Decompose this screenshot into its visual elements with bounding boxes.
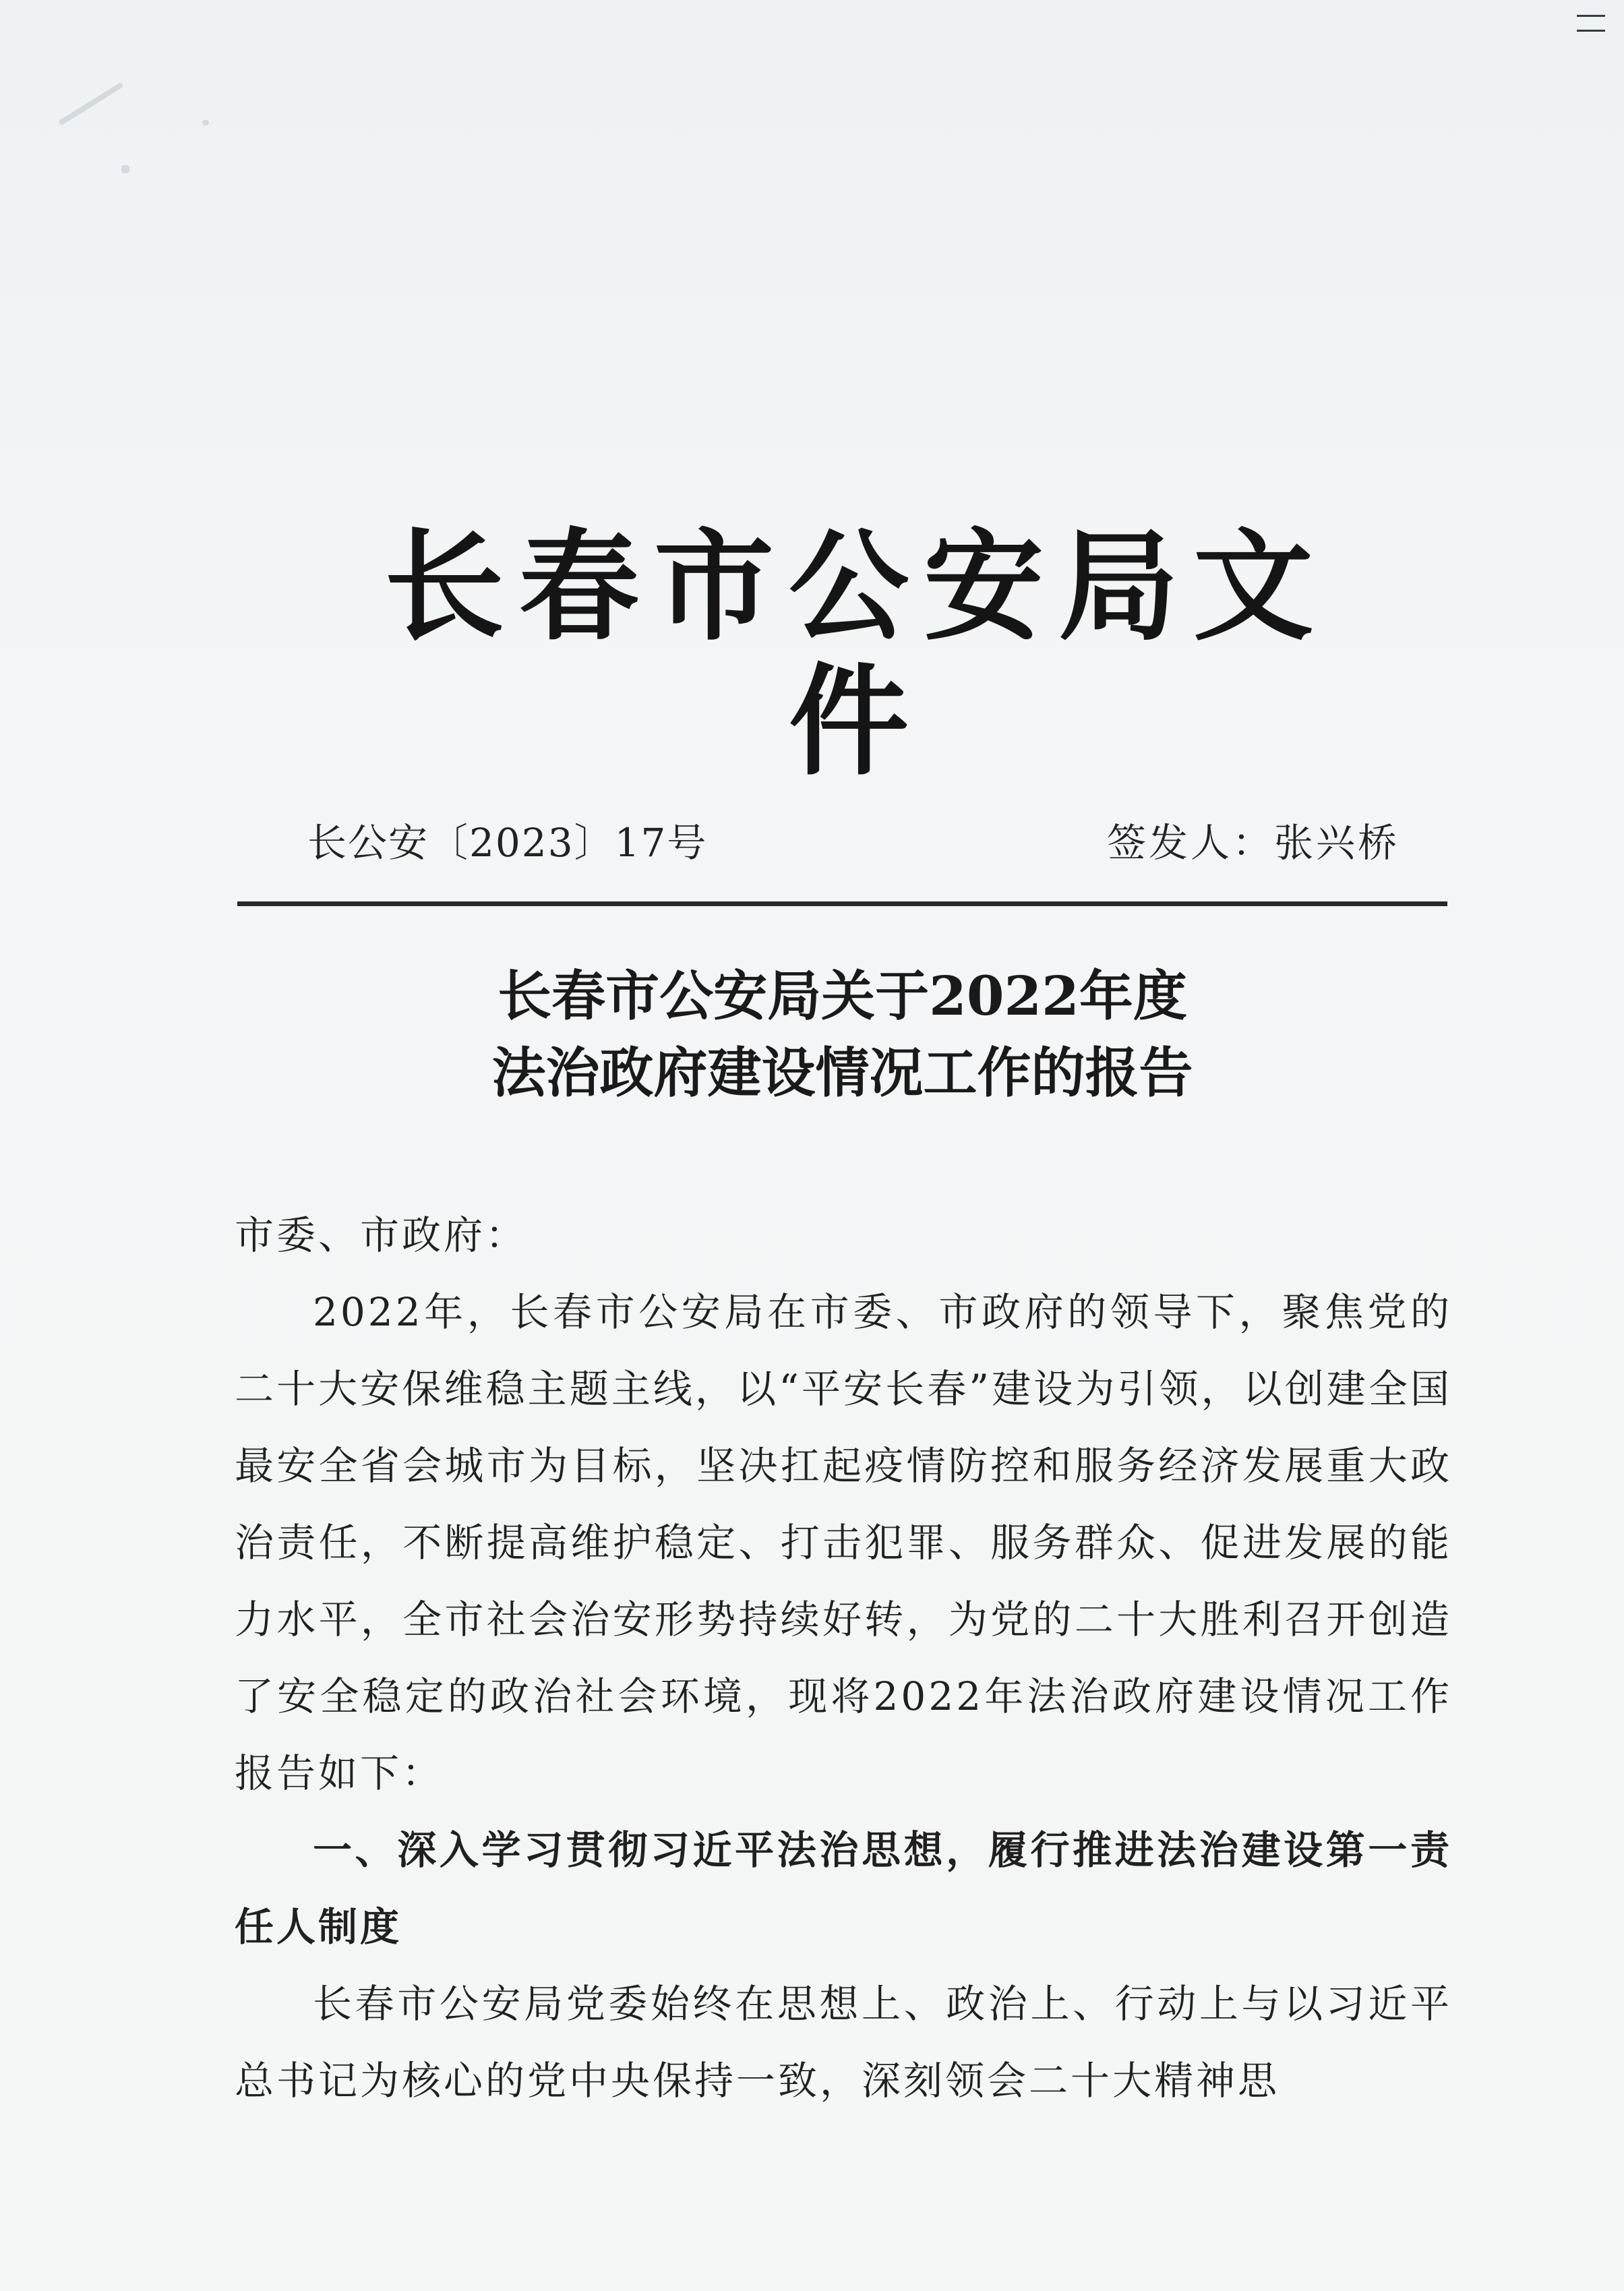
header-rule [237,901,1447,906]
scan-artifact [202,120,209,125]
scan-edge-mark [1577,15,1605,17]
document-header: 长春市公安局文件 [384,516,1328,792]
title-line-1: 长春市公安局关于2022年度 [498,964,1187,1028]
salutation: 市委、市政府： [235,1212,528,1258]
scan-artifact [58,82,124,125]
issuer: 签发人：张兴桥 [1106,820,1400,866]
reference-row [307,816,1400,870]
scan-artifact [121,165,129,173]
paragraph-1: 2022年，长春市公安局在市委、市政府的领导下，聚焦党的二十大安保维稳主题主线，以“平安长春”建设为引领，以创建全国最安全省会城市为目标，坚决扛起疫情防控和服务经济发展重大政治责任，不断提高维护稳定、打击犯罪、服务群众、促进发展的能力水平，全市社会治安形势持续好转，为党的二十大胜利召开创造了安全稳定的政治社会环境，现将2022年法治政府建设情况工作报告如下： [235,1289,1452,1796]
title-line-2: 法治政府建设情况工作的报告 [491,1041,1193,1104]
scan-edge-mark [1577,30,1605,32]
document-number: 长公安〔2023〕17号 [307,820,708,866]
document-title [237,957,1447,1111]
paragraph-2: 长春市公安局党委始终在思想上、政治上、行动上与以习近平总书记为核心的党中央保持一致，深刻领会二十大精神思 [235,1981,1452,2104]
section-heading-1: 一、深入学习贯彻习近平法治思想，履行推进法治建设第一责任人制度 [235,1827,1452,1950]
